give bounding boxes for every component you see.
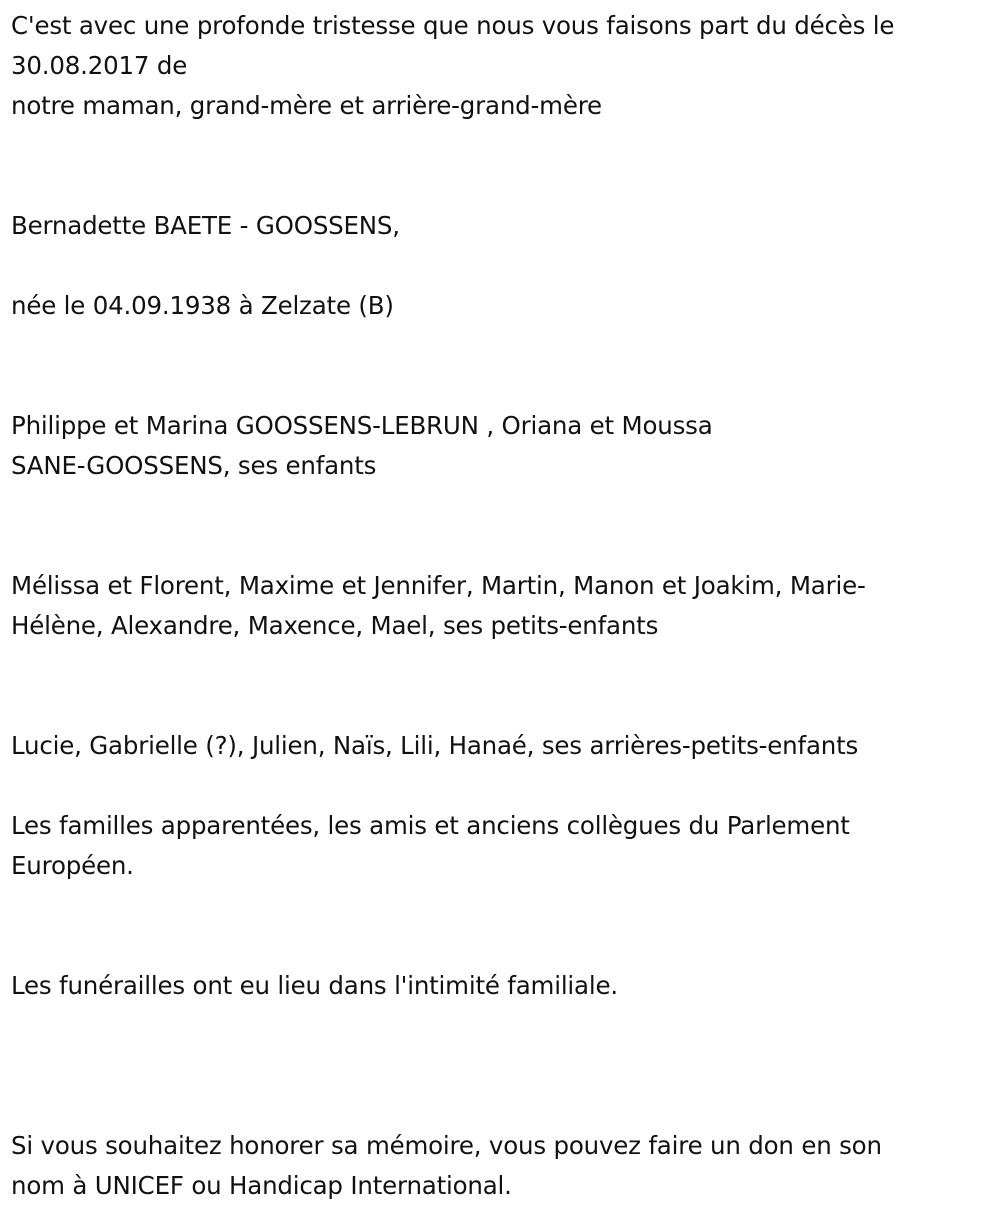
great-grandchildren-text: Lucie, Gabrielle (?), Julien, Naïs, Lili, Hanaé, ses arrières-petits-enfants [11, 731, 859, 760]
great-grandchildren-paragraph [11, 726, 991, 766]
birth-info [11, 286, 991, 326]
deceased-name-text: Bernadette BAETE - GOOSSENS, [11, 211, 400, 240]
donation-line-1: Si vous souhaitez honorer sa mémoire, vous pouvez faire un don en son [11, 1131, 882, 1160]
families-line-2: Européen. [11, 851, 134, 880]
grandchildren-paragraph [11, 566, 991, 646]
families-paragraph [11, 806, 991, 886]
intro-paragraph [11, 6, 991, 126]
grandchildren-line-2: Hélène, Alexandre, Maxence, Mael, ses petits-enfants [11, 611, 659, 640]
grandchildren-line-1: Mélissa et Florent, Maxime et Jennifer, Martin, Manon et Joakim, Marie- [11, 571, 866, 600]
donation-paragraph [11, 1126, 991, 1206]
intro-line-3: notre maman, grand-mère et arrière-grand-mère [11, 91, 602, 120]
funeral-text: Les funérailles ont eu lieu dans l'intimité familiale. [11, 971, 618, 1000]
birth-info-text: née le 04.09.1938 à Zelzate (B) [11, 291, 394, 320]
intro-line-1: C'est avec une profonde tristesse que nous vous faisons part du décès le [11, 11, 895, 40]
donation-line-2: nom à UNICEF ou Handicap International. [11, 1171, 512, 1200]
children-line-1: Philippe et Marina GOOSSENS-LEBRUN , Oriana et Moussa [11, 411, 713, 440]
deceased-name [11, 206, 991, 246]
children-line-2: SANE-GOOSSENS, ses enfants [11, 451, 377, 480]
children-paragraph [11, 406, 991, 486]
families-line-1: Les familles apparentées, les amis et anciens collègues du Parlement [11, 811, 850, 840]
funeral-paragraph [11, 966, 991, 1006]
intro-line-2: 30.08.2017 de [11, 51, 188, 80]
